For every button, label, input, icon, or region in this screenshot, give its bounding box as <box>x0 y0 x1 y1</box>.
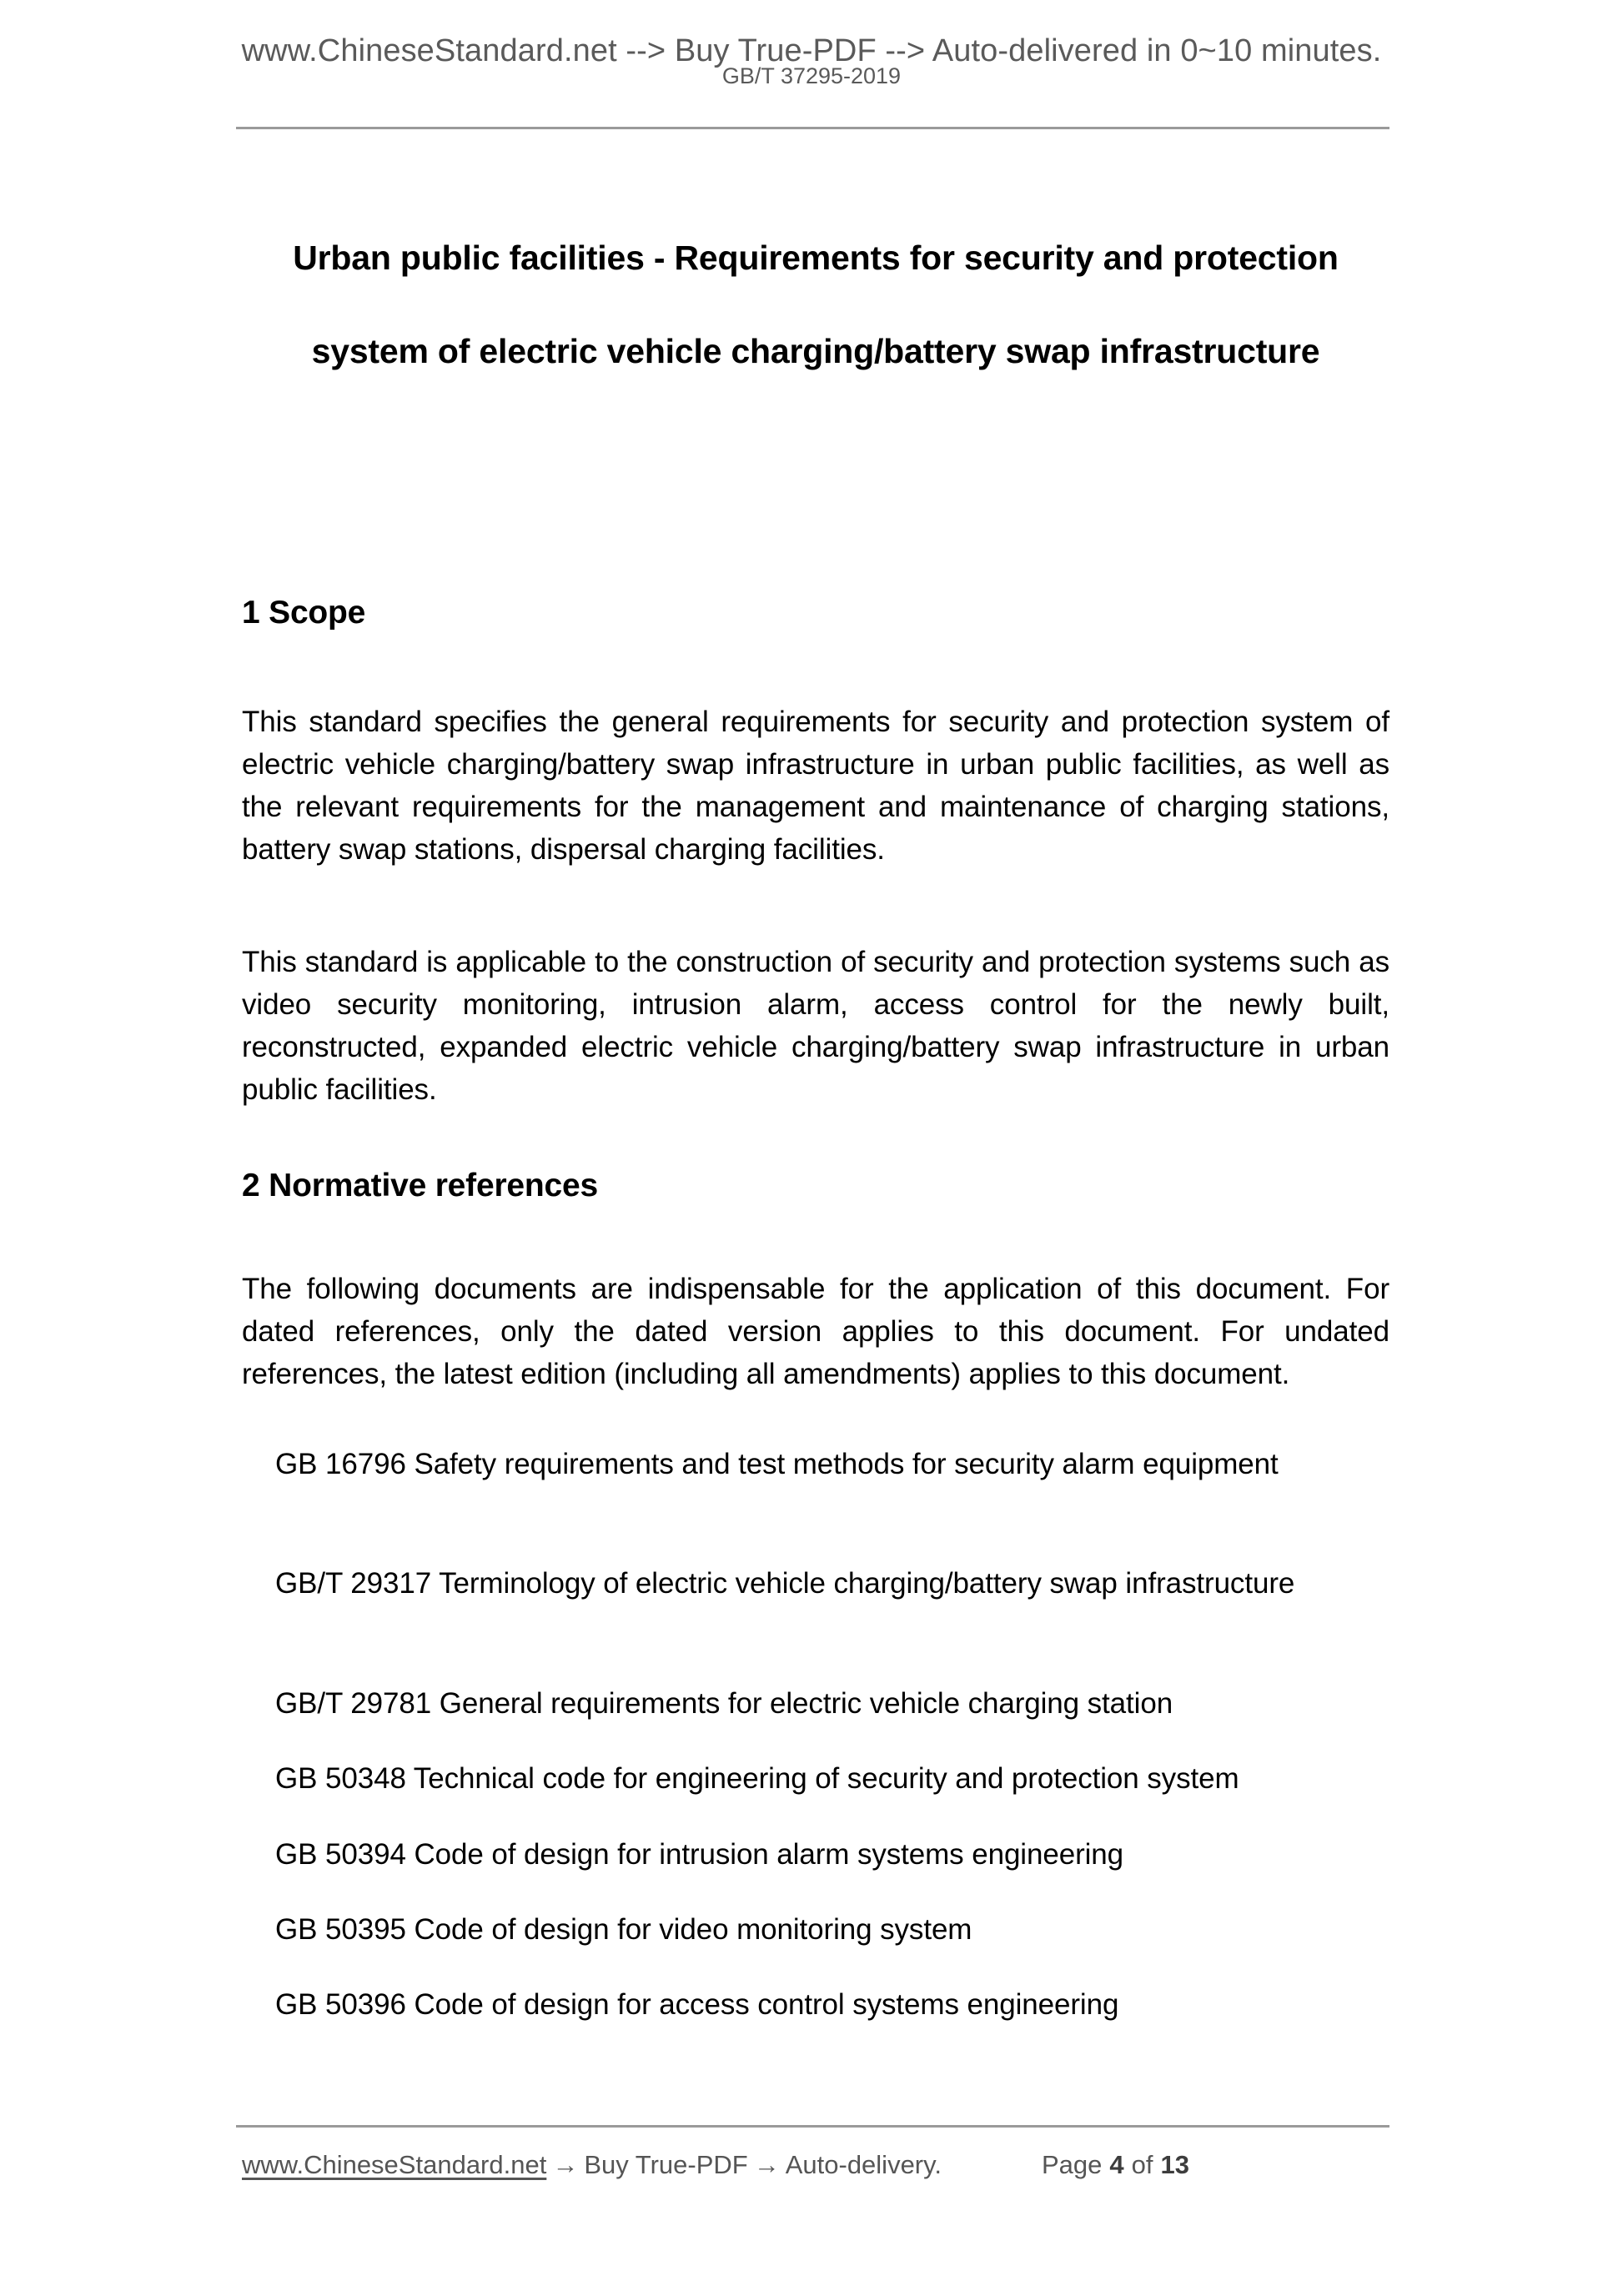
header-standard-number: GB/T 37295-2019 <box>721 63 902 88</box>
page-label: Page <box>1041 2150 1103 2179</box>
reference-list-item: GB/T 29317 Terminology of electric vehicle charging/battery swap infrastructure <box>275 1567 1295 1600</box>
reference-list-item: GB 50396 Code of design for access control systems engineering <box>275 1988 1119 2021</box>
footer-buy-text: Buy True-PDF <box>584 2150 748 2179</box>
reference-list-item: GB 16796 Safety requirements and test methods for security alarm equipment <box>275 1448 1279 1480</box>
section-heading-normative-references: 2 Normative references <box>242 1168 598 1204</box>
page-total: 13 <box>1160 2150 1189 2179</box>
reference-list-item: GB 50348 Technical code for engineering of security and protection system <box>275 1762 1239 1795</box>
page-header <box>0 35 1623 88</box>
page-indicator <box>1042 2150 1189 2180</box>
page-number: 4 <box>1109 2150 1124 2179</box>
section-heading-scope: 1 Scope <box>242 595 366 631</box>
arrow-right-icon: → <box>753 2150 780 2179</box>
reference-list-item: GB 50395 Code of design for video monitoring system <box>275 1913 972 1946</box>
reference-list-item: GB 50394 Code of design for intrusion alarm systems engineering <box>275 1838 1124 1871</box>
header-divider <box>236 127 1389 129</box>
reference-list-item: GB/T 29781 General requirements for electric vehicle charging station <box>275 1687 1173 1720</box>
page-of-label: of <box>1131 2150 1153 2179</box>
page-title: Urban public facilities - Requirements for security and protection system of electric vehicle charging/battery swap infrastructure <box>293 239 1339 371</box>
footer-promo <box>242 2150 942 2180</box>
normative-references-intro: The following documents are indispensable for the application of this document. For dated references, only the dated version applies to this document. For undated references, the latest edition (including all amendments) applies to this document. <box>242 1273 1389 1390</box>
page-footer <box>242 2150 1389 2180</box>
footer-divider <box>236 2125 1389 2128</box>
footer-url-link[interactable]: www.ChineseStandard.net <box>242 2150 547 2179</box>
scope-paragraph-1: This standard specifies the general requirements for security and protection system of electric vehicle charging/battery swap infrastructure in urban public facilities, as well as the relevant requirements for the management and maintenance of charging stations, battery swap stations, dispersal charging facilities. <box>242 706 1389 866</box>
header-promo-text: www.ChineseStandard.net --> Buy True-PDF --> Auto-delivered in 0~10 minutes. <box>241 33 1382 68</box>
footer-delivery-text: Auto-delivery. <box>785 2150 942 2179</box>
arrow-right-icon: → <box>552 2150 579 2179</box>
scope-paragraph-2: This standard is applicable to the construction of security and protection systems such as video security monitoring, intrusion alarm, access control for the newly built, reconstructed, expanded electric vehicle charging/battery swap infrastructure in urban public facilities. <box>242 946 1389 1106</box>
